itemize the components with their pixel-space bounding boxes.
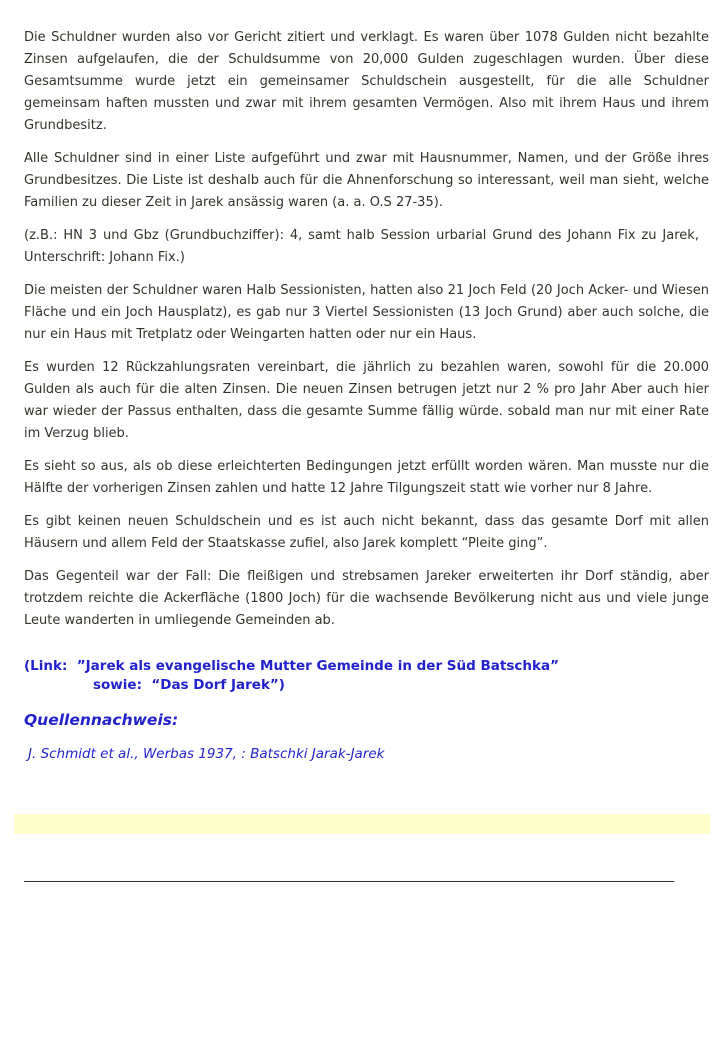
paragraph-example-entry: (z.B.: HN 3 und Gbz (Grundbuchziffer): 4, samt halb Session urbarial Grund des Johann Fix zu Jarek, Unterschrift: Johann Fix.) <box>24 228 714 265</box>
paragraph-debtors-court: Die Schuldner wurden also vor Gericht zitiert und verklagt. Es waren über 1078 Gulden nicht bezahlte Zinsen aufgelaufen, die der Schuldsumme von 20,000 Gulden zugeschlagen wurden. Über diese Gesamtsumme wurde jetzt ein gemeinsamer Schuldschein ausgestellt, für die alle Schuldner gemeinsam haften mussten und zwar mit ihrem gesamten Vermögen. Also mit ihrem Haus und ihrem Grundbesitz. <box>24 30 714 133</box>
link-reference-sued-batschka[interactable]: (Link: ”Jarek als evangelische Mutter Gemeinde in der Süd Batschka” <box>24 658 559 674</box>
underscore-divider: ____________________________________________________________________________________________________ <box>24 868 674 883</box>
paragraph-repayment-rates: Es wurden 12 Rückzahlungsraten vereinbart, die jährlich zu bezahlen waren, sowohl für die 20.000 Gulden als auch für die alten Zinsen. Die neuen Zinsen betrugen jetzt nur 2 % pro Jahr Aber auch hier war wieder der Passus enthalten, dass die gesamte Summe fällig würde. sobald man nur mit einer Rate im Verzug blieb. <box>24 360 714 441</box>
yellow-highlight-bar <box>14 814 710 834</box>
sources-heading: Quellennachweis: <box>24 711 179 729</box>
paragraph-sessionisten: Die meisten der Schuldner waren Halb Sessionisten, hatten also 21 Joch Feld (20 Joch Acker- und Wiesen Fläche und ein Joch Hausplatz), es gab nur 3 Viertel Sessionisten (13 Joch Grund) aber auch solche, die nur ein Haus mit Tretplatz oder Weingarten hatten oder nur ein Haus. <box>24 283 714 342</box>
paragraph-no-new-bond: Es gibt keinen neuen Schuldschein und es ist auch nicht bekannt, dass das gesamte Dorf mit allen Häusern und allem Feld der Staatskasse zufiel, also Jarek komplett “Pleite ging”. <box>24 514 714 551</box>
paragraph-debtor-list: Alle Schuldner sind in einer Liste aufgeführt und zwar mit Hausnummer, Namen, und der Größe ihres Grundbesitzes. Die Liste ist deshalb auch für die Ahnenforschung so interessant, weil man sieht, welche Familien zu dieser Zeit in Jarek ansässig waren (a. a. O.S 27-35). <box>24 151 714 210</box>
paragraph-eased-conditions: Es sieht so aus, als ob diese erleichterten Bedingungen jetzt erfüllt worden wären. Man musste nur die Hälfte der vorherigen Zinsen zahlen und hatte 12 Jahre Tilgungszeit statt wie vorher nur 8 Jahre. <box>24 459 714 496</box>
link-note <box>24 657 709 695</box>
source-citation: J. Schmidt et al., Werbas 1937, : Batschki Jarak-Jarek <box>28 746 385 762</box>
link-reference-das-dorf-jarek[interactable]: sowie: “Das Dorf Jarek”) <box>93 677 285 693</box>
paragraph-village-growth: Das Gegenteil war der Fall: Die fleißigen und strebsamen Jareker erweiterten ihr Dorf ständig, aber trotzdem reichte die Ackerfläche (1800 Joch) für die wachsende Bevölkerung nicht aus und viele junge Leute wanderten in umliegende Gemeinden ab. <box>24 569 714 628</box>
